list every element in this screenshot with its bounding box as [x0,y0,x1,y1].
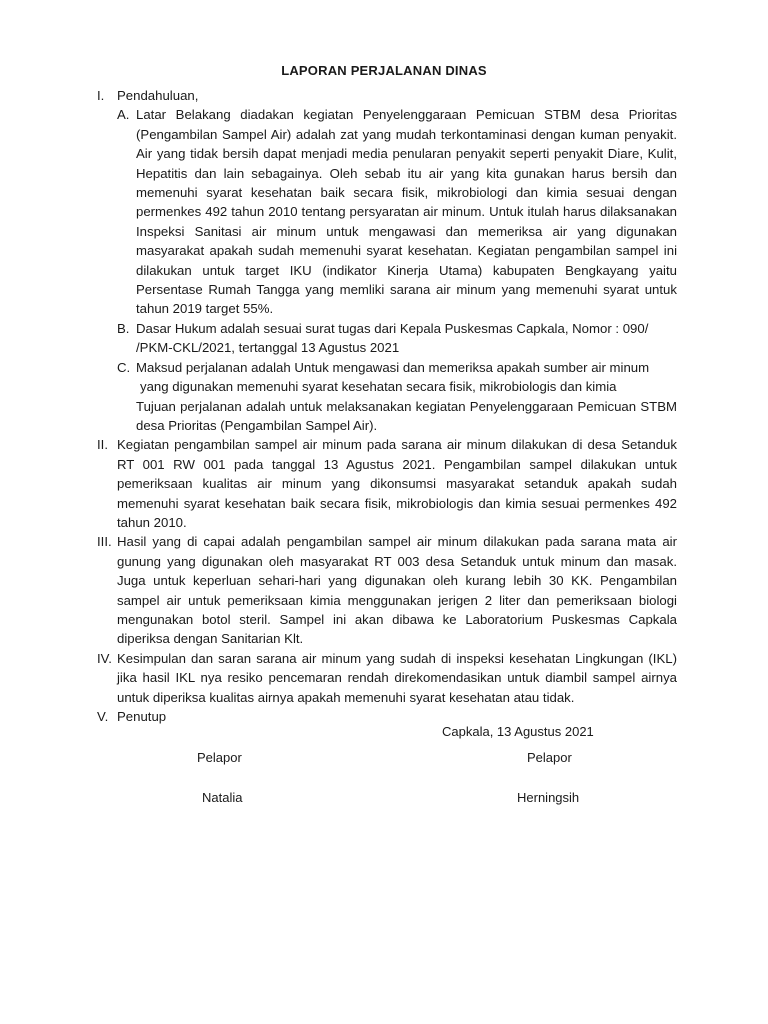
document-title: LAPORAN PERJALANAN DINAS [281,63,487,78]
section-number: IV. [97,650,112,666]
signature-role-left: Pelapor [197,750,242,765]
section-number: II. [97,437,108,453]
section-intro-label: Pendahuluan, [117,88,199,103]
section-activity [97,435,677,532]
legal-basis-text [136,319,677,358]
section-conclusion [97,649,677,707]
purpose-line: yang digunakan memenuhi syarat kesehatan secara fisik, mikrobiologis dan kimia [140,379,617,395]
signature-name-left: Natalia [202,790,243,805]
signature-role-right: Pelapor [527,750,572,765]
purpose-line: Maksud perjalanan adalah Untuk mengawasi dan memeriksa apakah sumber air minum [136,359,650,375]
section-number: III. [97,534,112,550]
intro-item-b [117,319,677,358]
section-result [97,532,677,648]
activity-paragraph: Kegiatan pengambilan sampel air minum pada sarana air minum dilakukan di desa Setanduk RT 001 RW 001 pada tanggal 13 Agustus 2021. Pengambilan sampel dilakukan untuk pemeriksaan kualitas air minum yang dikonsumsi masyarakat setanduk apakah sudah memenuhi syarat kesehatan baik secara fisik, mikrobiologis dan kimia sesuai permenkes 492 tahun 2010. [117,437,677,530]
item-letter: A. [117,107,130,123]
legal-basis-line: /PKM-CKL/2021, tertanggal 13 Agustus 2021 [136,340,400,356]
background-paragraph: Latar Belakang diadakan kegiatan Penyelenggaraan Pemicuan STBM desa Prioritas (Pengambilan Sampel Air) adalah zat yang mudah terkontaminasi dengan kuman penyakit. Air yang tidak bersih dapat menjadi media penularan penyakit seperti penyakit Diare, Kulit, Hepatitis dan lain sebagainya. Oleh sebab itu air yang kita gunakan harus bersih dan memenuhi syarat kesehatan baik secara fisik, mikrobiologi dan kimia sesuai dengan permenkes 492 tahun 2010 tentang persyaratan air minum. Untuk itulah harus dilaksanakan Inspeksi Sanitasi air minum untuk mengawasi dan memeriksa air yang digunakan masyarakat apakah sudah memenuhi syarat kesehatan. Kegiatan pengambilan sampel ini dilakukan untuk target IKU (indikator Kinerja Utama) kabupaten Bengkayang yaitu Persentase Rumah Tangga yang memliki sarana air minum yang memenuhi syarat untuk tahun 2019 target 55%. [136,107,677,317]
section-number: I. [97,88,105,103]
intro-item-c [117,358,677,436]
section-intro-body [117,86,677,435]
objective-paragraph: Tujuan perjalanan adalah untuk melaksanakan kegiatan Penyelenggaraan Pemicuan STBM desa Prioritas (Pengambilan Sampel Air). [136,398,677,433]
signature-name-right: Herningsih [517,790,580,805]
signature-place-date: Capkala, 13 Agustus 2021 [442,724,594,739]
intro-item-a [117,105,677,318]
result-paragraph: Hasil yang di capai adalah pengambilan sampel air minum dilakukan pada sarana mata air gunung yang digunakan oleh masyarakat RT 003 desa Setanduk untuk minum dan masak. Juga untuk keperluan sehari-hari yang digunakan oleh kurang lebih 30 KK. Pengambilan sampel air untuk pemeriksaan kimia menggunakan jerigen 2 liter dan pemeriksaan biologi mengunakan botol steril. Sampel ini akan dibawa ke Laboratorium Puskesmas Capkala diperiksa dengan Sanitarian Klt. [117,534,677,647]
document-body [97,86,677,726]
section-number: V. [97,709,109,724]
item-letter: C. [117,359,131,375]
conclusion-paragraph: Kesimpulan dan saran sarana air minum yang sudah di inspeksi kesehatan Lingkungan (IKL) jika hasil IKL nya resiko pencemaran rendah direkomendasikan untuk diambil sampel airnya untuk diperiksa kualitas airnya apakah memenuhi syarat kesehatan atau tidak. [117,650,677,705]
legal-basis-line: Dasar Hukum adalah sesuai surat tugas dari Kepala Puskesmas Capkala, Nomor : 090/ [136,320,649,336]
item-letter: B. [117,320,130,336]
section-intro [97,86,677,435]
purpose-text [136,358,677,436]
closing-label: Penutup [117,709,167,724]
